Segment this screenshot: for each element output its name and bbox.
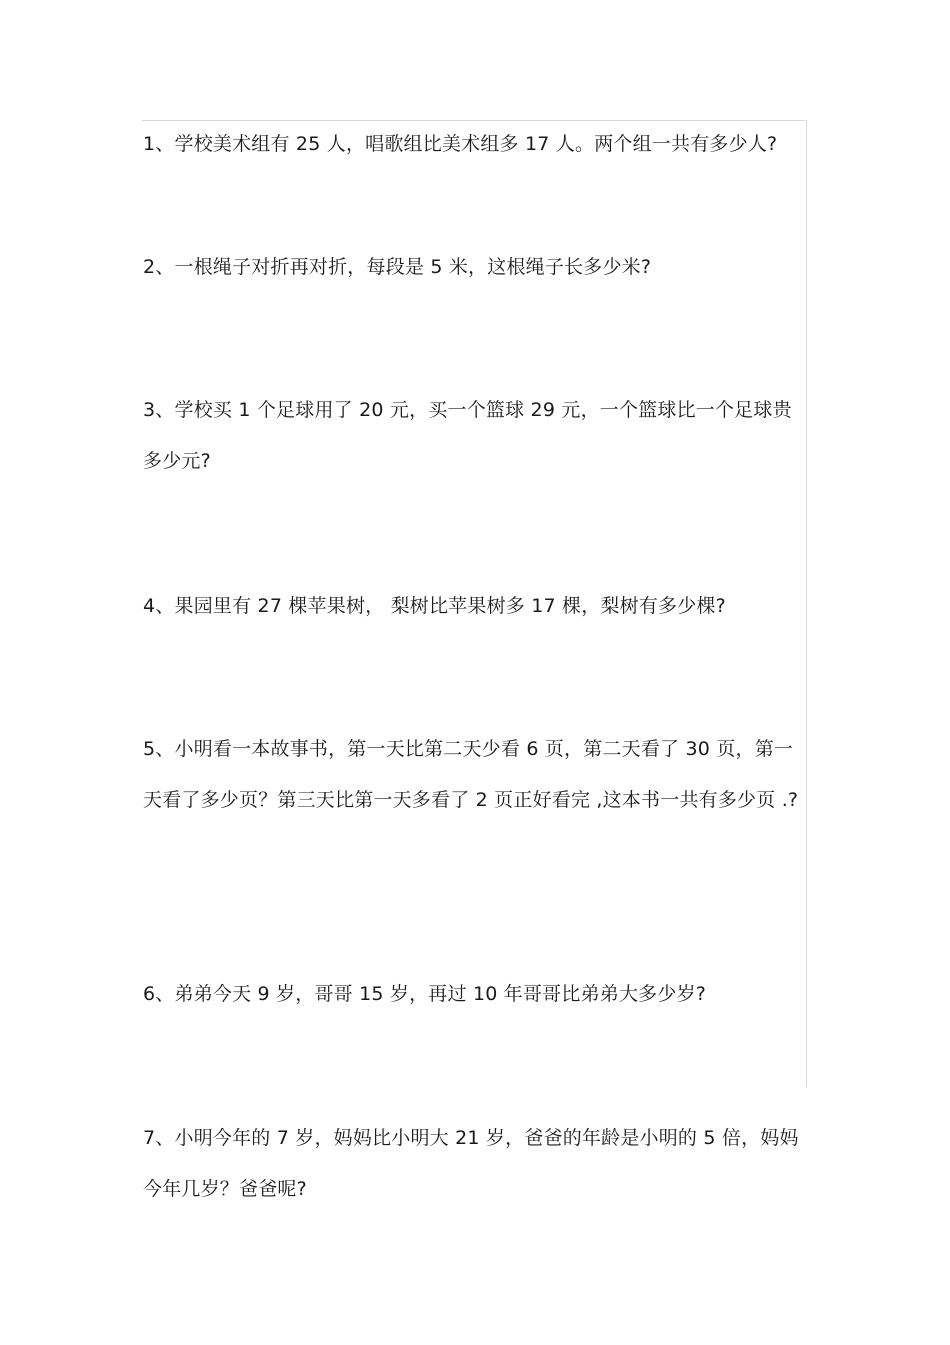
problem-4: 4、果园里有 27 棵苹果树， 梨树比苹果树多 17 棵，梨树有多少棵? (143, 595, 726, 617)
problem-5: 5、小明看一本故事书，第一天比第二天少看 6 页，第二天看了 30 页，第一天看了多少页？第三天比第一天多看了 2 页正好看完 ,这本书一共有多少页 .? (143, 738, 799, 811)
problem-1: 1、学校美术组有 25 人，唱歌组比美术组多 17 人。两个组一共有多少人? (143, 133, 778, 155)
problem-3: 3、学校买 1 个足球用了 20 元，买一个篮球 29 元，一个篮球比一个足球贵多少元? (143, 399, 792, 472)
problem-7: 7、小明今年的 7 岁，妈妈比小明大 21 岁，爸爸的年龄是小明的 5 倍，妈妈今年几岁？爸爸呢? (143, 1127, 799, 1200)
problem-2: 2、一根绳子对折再对折，每段是 5 米，这根绳子长多少米? (143, 256, 652, 278)
problem-6: 6、弟弟今天 9 岁，哥哥 15 岁，再过 10 年哥哥比弟弟大多少岁? (143, 983, 707, 1005)
